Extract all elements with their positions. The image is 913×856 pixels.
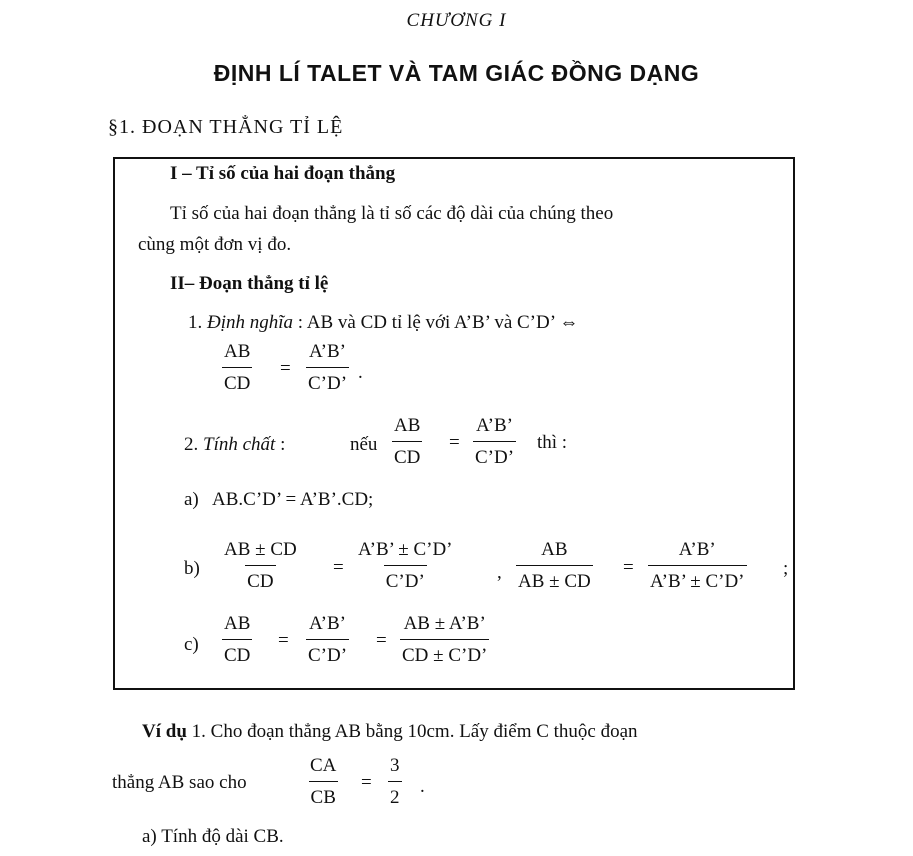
fraction-denominator: C’D’ <box>473 441 516 467</box>
example-line1 <box>142 721 638 743</box>
equals-sign: = <box>278 630 289 651</box>
example-fraction-right <box>388 756 402 807</box>
example-line2: thẳng AB sao cho <box>112 772 247 793</box>
item-b-fraction-1 <box>222 540 299 591</box>
fraction-numerator: AB ± CD <box>224 539 297 560</box>
fraction-numerator: AB <box>541 539 568 560</box>
example-end-dot: . <box>420 776 425 797</box>
item-a-label: a) <box>184 489 199 510</box>
fraction-numerator: CA <box>310 755 337 776</box>
example-label: Ví dụ <box>142 721 187 742</box>
equals-sign: = <box>280 358 291 379</box>
fraction-denominator: AB ± CD <box>516 565 593 591</box>
definition-fraction-right <box>306 342 349 393</box>
fraction-denominator: C’D’ <box>306 639 349 665</box>
item-b-fraction-2 <box>356 540 455 591</box>
item-b-fraction-3 <box>516 540 593 591</box>
equals-sign: = <box>333 557 344 578</box>
fraction-denominator: CD <box>222 367 252 393</box>
section-title: §1. ĐOẠN THẲNG TỈ LỆ <box>108 116 344 138</box>
fraction-denominator: CB <box>309 781 338 807</box>
chapter-title: ĐỊNH LÍ TALET VÀ TAM GIÁC ĐỒNG DẠNG <box>213 60 700 86</box>
item-a-text: AB.C’D’ = A’B’.CD; <box>212 489 374 510</box>
fraction-denominator: CD <box>222 639 252 665</box>
fraction-numerator: A’B’ <box>678 539 716 560</box>
fraction-denominator: CD <box>392 441 422 467</box>
example-fraction-left <box>308 756 338 807</box>
property-colon: : <box>280 434 286 455</box>
definition-number: 1. <box>188 312 203 333</box>
chapter-label: CHƯƠNG I <box>406 10 507 31</box>
item-b-fraction-4 <box>648 540 747 591</box>
fraction-numerator: A’B’ <box>309 613 346 634</box>
item-b-semicolon: ; <box>783 558 789 579</box>
fraction-denominator: C’D’ <box>384 565 427 591</box>
example-text: Cho đoạn thẳng AB bằng 10cm. Lấy điểm C thuộc đoạn <box>210 721 638 742</box>
definition-term: Định nghĩa <box>207 312 294 333</box>
property-fraction-left <box>392 416 422 467</box>
example-number: 1. <box>191 721 206 742</box>
fraction-denominator: CD ± C’D’ <box>400 639 489 665</box>
equals-sign: = <box>449 432 460 453</box>
definition-end-dot: . <box>358 362 363 383</box>
property-if: nếu <box>350 434 378 455</box>
part1-heading: I – Tỉ số của hai đoạn thẳng <box>170 163 396 184</box>
fraction-denominator: C’D’ <box>306 367 349 393</box>
fraction-numerator: AB <box>224 341 251 362</box>
item-c-fraction-2 <box>306 614 349 665</box>
definition-fraction-left <box>222 342 252 393</box>
equals-sign: = <box>376 630 387 651</box>
fraction-numerator: AB <box>224 613 251 634</box>
fraction-numerator: 3 <box>390 755 400 776</box>
property-number: 2. <box>184 434 199 455</box>
property-fraction-right <box>473 416 516 467</box>
part1-text-line2: cùng một đơn vị đo. <box>138 234 292 255</box>
example-sub-a <box>142 826 284 848</box>
fraction-numerator: A’B’ ± C’D’ <box>358 539 453 560</box>
fraction-numerator: A’B’ <box>309 341 346 362</box>
part1-text-line1: Tỉ số của hai đoạn thẳng là tỉ số các độ dài của chúng theo <box>170 203 614 224</box>
item-c-fraction-3 <box>400 614 489 665</box>
property-then: thì : <box>537 432 568 453</box>
item-c-label: c) <box>184 634 199 655</box>
item-c-fraction-1 <box>222 614 252 665</box>
property-term: Tính chất <box>203 434 276 455</box>
item-b-label: b) <box>184 558 200 579</box>
property-line <box>184 434 285 456</box>
equals-sign: = <box>361 772 372 793</box>
fraction-denominator: A’B’ ± C’D’ <box>648 565 747 591</box>
example-sub-a-text: Tính độ dài CB. <box>161 826 284 847</box>
fraction-numerator: AB <box>394 415 421 436</box>
part2-heading: II– Đoạn thẳng tỉ lệ <box>170 273 329 294</box>
example-sub-a-label: a) <box>142 826 157 847</box>
item-b-comma: , <box>497 562 502 583</box>
equals-sign: = <box>623 557 634 578</box>
fraction-numerator: AB ± A’B’ <box>403 613 486 634</box>
definition-text: : AB và CD tỉ lệ với A’B’ và C’D’ ⇔ <box>297 312 579 333</box>
fraction-denominator: 2 <box>388 781 402 807</box>
fraction-numerator: A’B’ <box>476 415 513 436</box>
fraction-denominator: CD <box>245 565 275 591</box>
definition-line <box>188 312 578 334</box>
